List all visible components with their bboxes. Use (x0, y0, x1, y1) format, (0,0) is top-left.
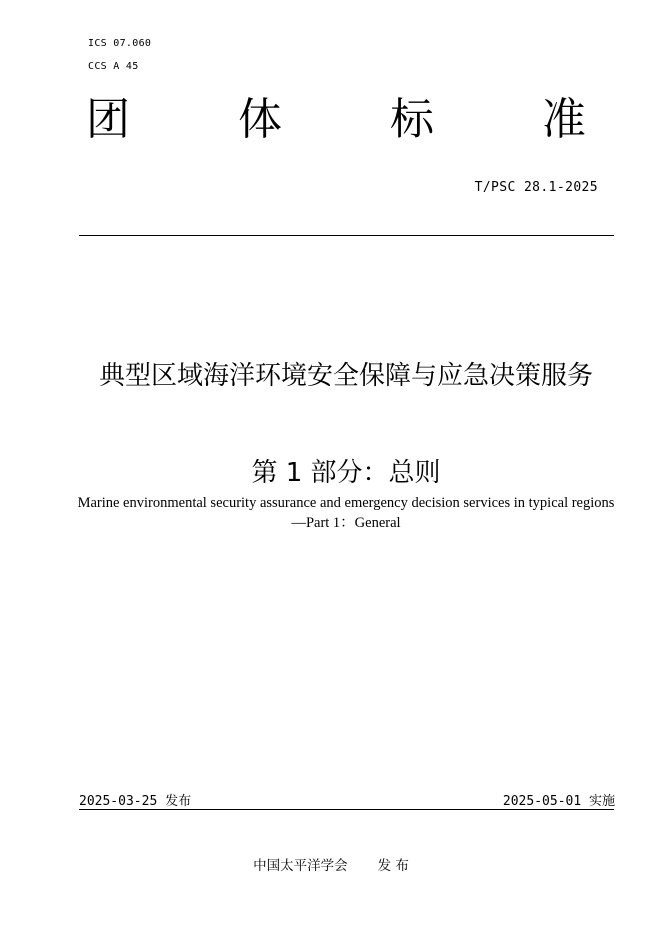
standard-type-heading (86, 88, 586, 152)
standard-type-char-2: 体 (238, 94, 282, 145)
title-part-chinese: 第 1 部分：总则 (251, 458, 441, 488)
ics-code: ICS 07.060 (88, 38, 152, 49)
ccs-code: CCS A 45 (88, 61, 139, 72)
standard-type-char-3: 标 (390, 94, 434, 145)
publisher-action: 发 布 (377, 858, 409, 874)
standard-code: T/PSC 28.1-2025 (474, 180, 598, 195)
title-chinese: 典型区域海洋环境安全保障与应急决策服务 (98, 361, 593, 391)
issue-date: 2025-03-25 发布 (79, 794, 192, 809)
title-english: Marine environmental security assurance and emergency decision services in typical regions—Part 1：General (77, 495, 615, 531)
standard-type-char-4: 准 (542, 94, 586, 145)
standard-type-char-1: 团 (86, 94, 130, 145)
publisher-line (0, 854, 662, 874)
publisher-name: 中国太平洋学会 (253, 858, 348, 874)
bottom-divider (79, 809, 614, 810)
top-divider (79, 235, 614, 236)
implementation-date: 2025-05-01 实施 (502, 794, 615, 809)
